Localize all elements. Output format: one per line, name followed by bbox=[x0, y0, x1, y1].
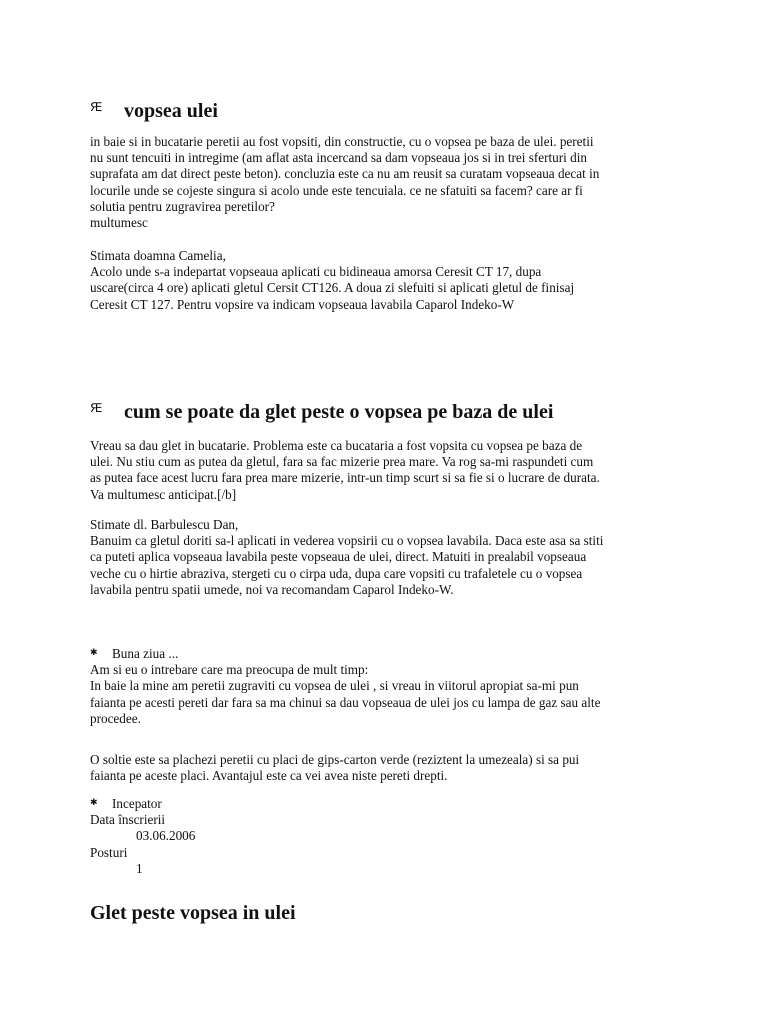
text-line: Stimate dl. Barbulescu Dan, bbox=[90, 517, 239, 532]
text-line: in baie si in bucatarie peretii au fost vopsiti, din constructie, cu o vopsea pe baza de ulei. peretii bbox=[90, 134, 594, 149]
text-line: Banuim ca gletul doriti sa-l aplicati in vederea vopsirii cu o vopsea lavabila. Daca este asa sa stiti bbox=[90, 533, 604, 549]
greeting-line bbox=[90, 644, 690, 662]
question-text bbox=[90, 134, 690, 231]
text-line: as putea face acest lucru fara prea mare mizerie, intr-un timp scurt si sa fie si o lucrare de durata. bbox=[90, 470, 600, 486]
text-line: nu sunt tencuiti in intregime (am aflat asta incercand sa dam vopseaua jos si in trei sferturi din bbox=[90, 150, 587, 166]
greeting-text: Buna ziua ... bbox=[112, 646, 179, 661]
section-title: vopsea ulei bbox=[124, 100, 218, 122]
question-text bbox=[90, 438, 690, 503]
text-line: uscare(circa 4 ore) aplicati gletul Cersit CT126. A doua zi slefuiti si aplicati gletul de finisaj bbox=[90, 280, 575, 296]
forum-post bbox=[90, 644, 690, 727]
text-line: faianta pe aceste placi. Avantajul este ca vei avea niste pereti drepti. bbox=[90, 768, 448, 784]
asterisk-icon: ✱ bbox=[90, 647, 98, 657]
reply-text bbox=[90, 752, 690, 784]
text-line: suprafata am dat direct peste beton). concluzia este ca nu am reusit sa curatam vopseaua decat in bbox=[90, 166, 600, 182]
text-line: solutia pentru zugravirea peretilor? bbox=[90, 198, 275, 214]
answer-text bbox=[90, 248, 690, 313]
join-date-label: Data înscrierii bbox=[90, 812, 166, 828]
text-line: ulei. Nu stiu cum as putea da gletul, fara sa fac mizerie prea mare. Va rog sa-mi raspundeti cum bbox=[90, 454, 594, 470]
text-line: O soltie este sa plachezi peretii cu placi de gips-carton verde (reziztent la umezeala) si sa pui bbox=[90, 752, 580, 767]
text-line: procedee. bbox=[90, 710, 141, 726]
posts-label: Posturi bbox=[90, 844, 128, 860]
asterisk-icon: ✱ bbox=[90, 797, 98, 807]
user-rank: Incepator bbox=[112, 796, 162, 811]
section-title: cum se poate da glet peste o vopsea pe baza de ulei bbox=[124, 401, 554, 423]
text-line: Acolo unde s-a indepartat vopseaua aplicati cu bidineaua amorsa Ceresit CT 17, dupa bbox=[90, 264, 542, 280]
user-profile-info bbox=[90, 794, 690, 877]
rank-line bbox=[90, 794, 690, 812]
text-line: Am si eu o intrebare care ma preocupa de mult timp: bbox=[90, 662, 369, 678]
text-line: In baie la mine am peretii zugraviti cu vopsea de ulei , si vreau in viitorul apropiat sa-mi pun bbox=[90, 678, 579, 694]
text-line: multumesc bbox=[90, 215, 148, 231]
text-line: locurile unde se cojeste singura si acolo unde este tencuiala. ce ne sfatuiti sa facem? care ar fi bbox=[90, 182, 583, 198]
section-heading-glet-vopsea-ulei bbox=[90, 901, 690, 925]
section-heading-glet-peste-vopsea bbox=[90, 396, 690, 424]
section-title: Glet peste vopsea in ulei bbox=[90, 902, 296, 924]
answer-text bbox=[90, 517, 690, 598]
text-line: Stimata doamna Camelia, bbox=[90, 248, 226, 263]
text-line: ca puteti aplica vopseaua lavabila peste vopseaua de ulei, direct. Matuiti in prealabil vopseaua bbox=[90, 549, 587, 565]
section-heading-vopsea-ulei bbox=[90, 95, 690, 123]
heading-bullet-icon: Ԙ bbox=[90, 100, 103, 114]
join-date-value: 03.06.2006 bbox=[136, 828, 196, 844]
text-line: Vreau sa dau glet in bucatarie. Problema este ca bucataria a fost vopsita cu vopsea pe baza de bbox=[90, 438, 583, 453]
heading-bullet-icon: Ԙ bbox=[90, 401, 103, 415]
text-line: Va multumesc anticipat.[/b] bbox=[90, 486, 237, 502]
text-line: Ceresit CT 127. Pentru vopsire va indicam vopseaua lavabila Caparol Indeko-W bbox=[90, 296, 515, 312]
text-line: lavabila pentru spatii umede, noi va recomandam Caparol Indeko-W. bbox=[90, 581, 454, 597]
text-line: faianta pe acesti pereti dar fara sa ma chinui sa dau vopseaua de ulei jos cu lampa de gaz sau alte bbox=[90, 694, 601, 710]
text-line: veche cu o hirtie abraziva, stergeti cu o cirpa uda, dupa care vopsiti cu trafaletele cu o vopsea bbox=[90, 565, 583, 581]
posts-count: 1 bbox=[136, 860, 143, 876]
